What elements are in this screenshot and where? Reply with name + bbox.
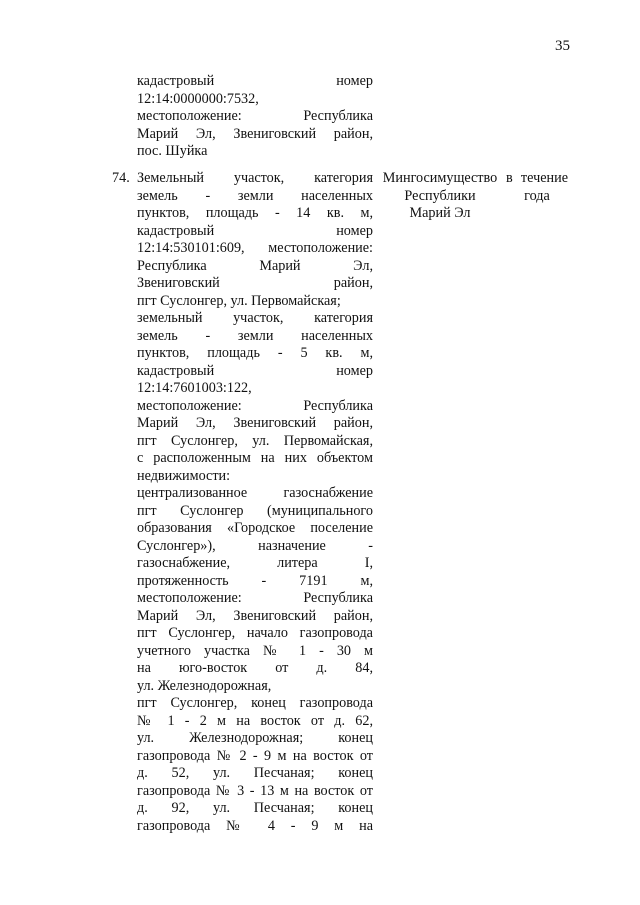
text-line: пгт Суслонгер, начало газопровода [137, 625, 373, 641]
text-line: газоснабжение, литера I, [137, 555, 373, 571]
text-line: 12:14:0000000:7532, [137, 90, 259, 107]
text-line: с расположенным на них объектом [137, 450, 373, 466]
text-line: местоположение: Республика [137, 397, 373, 414]
text-line: местоположение: Республика [137, 108, 373, 124]
text-line: протяженность - 7191 м, [137, 572, 373, 589]
text-line: кадастровый номер [137, 73, 373, 89]
text-line: Звениговский район, [137, 275, 373, 291]
text-line: пгт Суслонгер (муниципального [137, 502, 373, 519]
text-line: пунктов, площадь - 5 кв. м, [137, 345, 373, 361]
text-line: Республики [404, 187, 476, 204]
text-line: местоположение: Республика [137, 590, 373, 606]
text-line: в течение [506, 170, 568, 186]
text-line: года [524, 187, 550, 204]
text-line: Марий Эл, Звениговский район, [137, 125, 373, 142]
text-line: Марий Эл, Звениговский район, [137, 607, 373, 624]
page-number: 35 [555, 38, 570, 54]
text-line: образования «Городское поселение [137, 520, 373, 536]
text-line: кадастровый номер [137, 222, 373, 239]
text-line: 12:14:530101:609, местоположение: [137, 240, 373, 256]
text-line: № 1 - 2 м на восток от д. 62, [137, 712, 373, 729]
text-line: земельный участок, категория [137, 310, 373, 326]
text-line: д. 52, ул. Песчаная; конец [137, 765, 373, 781]
text-line: пгт Суслонгер, ул. Первомайская; [137, 292, 341, 309]
text-line: д. 92, ул. Песчаная; конец [137, 800, 373, 816]
text-line: ул. Железнодорожная; конец [137, 730, 373, 746]
text-line: газопровода № 2 - 9 м на восток от [137, 747, 373, 764]
text-line: Мингосимущество [382, 170, 498, 186]
text-line: учетного участка № 1 - 30 м [137, 642, 373, 659]
rights-holder [377, 170, 503, 223]
text-line: пгт Суслонгер, конец газопровода [137, 695, 373, 711]
text-line: Марий Эл [409, 205, 471, 221]
text-line: 12:14:7601003:122, [137, 380, 252, 396]
text-line: газопровода № 4 - 9 м на [137, 817, 373, 834]
continuation-description [137, 73, 373, 161]
text-line: ул. Железнодорожная, [137, 677, 272, 694]
text-line: на юго-восток от д. 84, [137, 660, 373, 676]
text-line: газопровода № 3 - 13 м на восток от [137, 782, 373, 799]
transfer-term [506, 170, 568, 205]
text-line: пос. Шуйка [137, 143, 208, 159]
text-line: пунктов, площадь - 14 кв. м, [137, 205, 373, 221]
text-line: недвижимости: [137, 467, 231, 484]
text-line: Марий Эл, Звениговский район, [137, 415, 373, 431]
row-description [137, 170, 373, 835]
text-line: централизованное газоснабжение [137, 485, 373, 501]
text-line: земель - земли населенных [137, 327, 373, 344]
text-line: земель - земли населенных [137, 187, 373, 204]
text-line: Суслонгер»), назначение - [137, 537, 373, 554]
text-line: Республика Марий Эл, [137, 257, 373, 274]
text-line: кадастровый номер [137, 362, 373, 379]
text-line: Земельный участок, категория [137, 170, 373, 186]
row-number: 74. [112, 170, 130, 186]
text-line: пгт Суслонгер, ул. Первомайская, [137, 432, 373, 449]
